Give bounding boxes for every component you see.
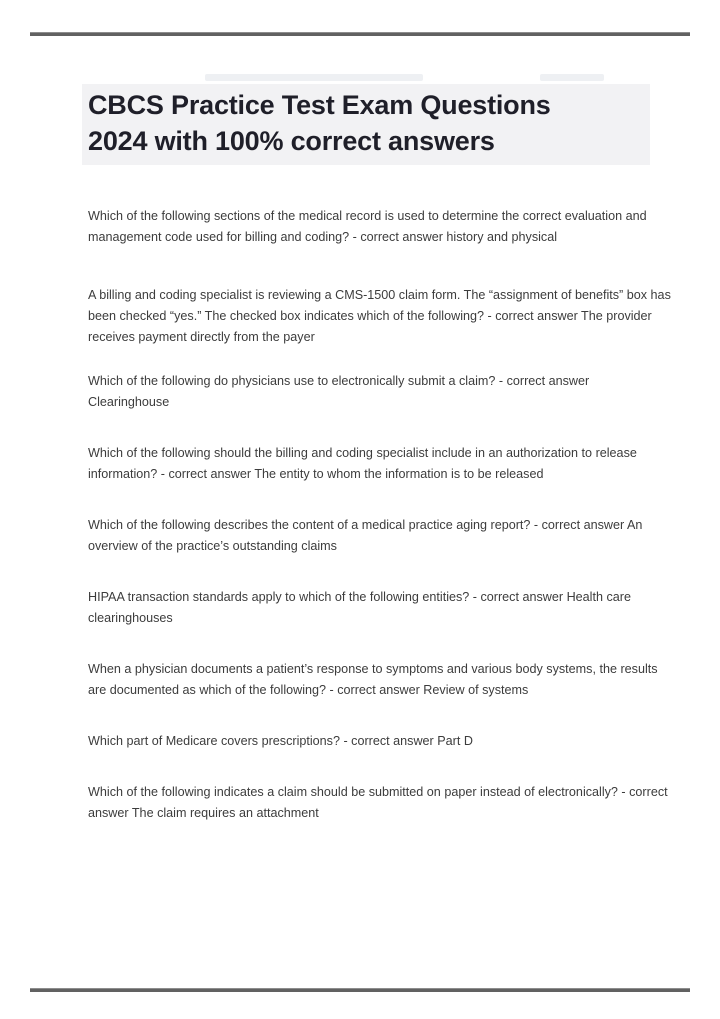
qa-text-line: A billing and coding specialist is reviewing a CMS-1500 claim form. The “assignment of benefits” box has bbox=[88, 288, 671, 302]
qa-text-line: Which of the following sections of the medical record is used to determine the correct evaluation and bbox=[88, 209, 647, 223]
page-title-line-2: 2024 with 100% correct answers bbox=[88, 126, 495, 156]
qa-text-line: information? - correct answer The entity to whom the information is to be released bbox=[88, 467, 544, 481]
qa-content bbox=[88, 206, 671, 854]
qa-paragraph bbox=[88, 515, 660, 557]
qa-text-line: Which of the following indicates a claim should be submitted on paper instead of electronically? - correct bbox=[88, 785, 668, 799]
qa-text-line: answer The claim requires an attachment bbox=[88, 806, 319, 820]
qa-text-line: management code used for billing and coding? - correct answer history and physical bbox=[88, 230, 558, 244]
qa-text-line: Which of the following do physicians use to electronically submit a claim? - correct answer bbox=[88, 374, 590, 388]
qa-paragraph bbox=[88, 587, 660, 629]
qa-text-line: HIPAA transaction standards apply to which of the following entities? - correct answer Health care bbox=[88, 590, 631, 604]
qa-text-line: clearinghouses bbox=[88, 611, 173, 625]
qa-text-line: Which of the following should the billing and coding specialist include in an authorization to release bbox=[88, 446, 637, 460]
qa-text-line: Clearinghouse bbox=[88, 395, 170, 409]
scan-artifact bbox=[205, 74, 423, 81]
qa-paragraph bbox=[88, 285, 671, 348]
qa-text-line: receives payment directly from the payer bbox=[88, 330, 315, 344]
qa-paragraph bbox=[88, 659, 660, 701]
top-divider bbox=[30, 32, 690, 36]
scan-artifact bbox=[540, 74, 604, 81]
qa-paragraph bbox=[88, 371, 660, 413]
qa-text-line: are documented as which of the following? - correct answer Review of systems bbox=[88, 683, 529, 697]
title-highlight bbox=[82, 84, 650, 165]
page-title-line-1: CBCS Practice Test Exam Questions bbox=[88, 90, 551, 120]
qa-text-line: been checked “yes.” The checked box indicates which of the following? - correct answer The provider bbox=[88, 309, 652, 323]
qa-text-line: When a physician documents a patient’s response to symptoms and various body systems, the results bbox=[88, 662, 658, 676]
bottom-divider bbox=[30, 988, 690, 992]
qa-paragraph bbox=[88, 731, 660, 752]
qa-paragraph bbox=[88, 782, 668, 824]
qa-text-line: Which of the following describes the content of a medical practice aging report? - correct answer An bbox=[88, 518, 643, 532]
qa-paragraph bbox=[88, 443, 660, 485]
qa-text-line: Which part of Medicare covers prescriptions? - correct answer Part D bbox=[88, 734, 473, 748]
qa-paragraph bbox=[88, 206, 660, 248]
qa-text-line: overview of the practice’s outstanding claims bbox=[88, 539, 337, 553]
